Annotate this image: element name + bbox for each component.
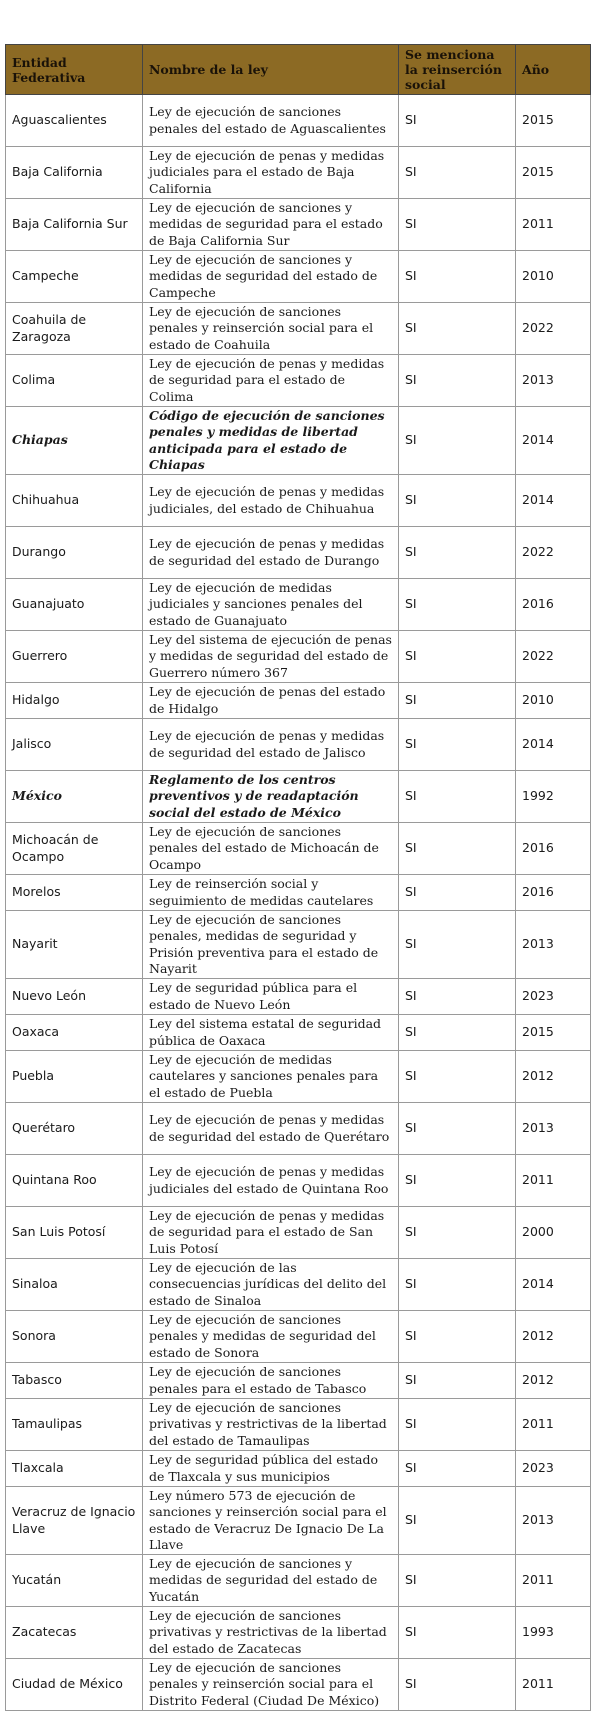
- cell-reinsercion: SI: [399, 303, 516, 355]
- cell-reinsercion: SI: [399, 1207, 516, 1259]
- cell-anio: 2010: [516, 251, 591, 303]
- cell-reinsercion: SI: [399, 771, 516, 823]
- cell-anio: 2010: [516, 683, 591, 719]
- cell-nombre-ley: Ley de ejecución de penas del estado de Hidalgo: [143, 683, 399, 719]
- cell-nombre-ley: Ley de ejecución de sanciones penales del estado de Aguascalientes: [143, 95, 399, 147]
- cell-entidad: Baja California Sur: [6, 199, 143, 251]
- table-header-row: [6, 45, 591, 95]
- cell-anio: 2012: [516, 1311, 591, 1363]
- cell-anio: 2000: [516, 1207, 591, 1259]
- cell-anio: 2014: [516, 719, 591, 771]
- cell-entidad: Puebla: [6, 1051, 143, 1103]
- cell-entidad: Zacatecas: [6, 1607, 143, 1659]
- cell-entidad: Colima: [6, 355, 143, 407]
- cell-nombre-ley: Ley de ejecución de sanciones y medidas de seguridad del estado de Yucatán: [143, 1555, 399, 1607]
- cell-anio: 2022: [516, 631, 591, 683]
- cell-entidad: San Luis Potosí: [6, 1207, 143, 1259]
- table-row: [6, 631, 591, 683]
- cell-anio: 2014: [516, 1259, 591, 1311]
- cell-reinsercion: SI: [399, 407, 516, 475]
- cell-anio: 2012: [516, 1363, 591, 1399]
- cell-nombre-ley: Ley de ejecución de sanciones penales para el estado de Tabasco: [143, 1363, 399, 1399]
- cell-anio: 2015: [516, 147, 591, 199]
- cell-reinsercion: SI: [399, 355, 516, 407]
- cell-nombre-ley: Ley de ejecución de sanciones penales del estado de Michoacán de Ocampo: [143, 823, 399, 875]
- cell-nombre-ley: Ley de ejecución de sanciones y medidas de seguridad para el estado de Baja California Sur: [143, 199, 399, 251]
- cell-reinsercion: SI: [399, 199, 516, 251]
- cell-nombre-ley: Ley de ejecución de sanciones y medidas de seguridad del estado de Campeche: [143, 251, 399, 303]
- cell-reinsercion: SI: [399, 147, 516, 199]
- cell-nombre-ley: Ley de ejecución de penas y medidas de seguridad del estado de Querétaro: [143, 1103, 399, 1155]
- header-nombre-ley: Nombre de la ley: [143, 45, 399, 95]
- table-row: [6, 683, 591, 719]
- cell-entidad: Coahuila de Zaragoza: [6, 303, 143, 355]
- table-row: [6, 1051, 591, 1103]
- cell-nombre-ley: Ley de reinserción social y seguimiento de medidas cautelares: [143, 875, 399, 911]
- cell-entidad: Nuevo León: [6, 979, 143, 1015]
- cell-nombre-ley: Ley número 573 de ejecución de sanciones y reinserción social para el estado de Veracruz De Ignacio De La Llave: [143, 1487, 399, 1555]
- cell-nombre-ley: Ley de ejecución de penas y medidas de seguridad del estado de Durango: [143, 527, 399, 579]
- cell-anio: 2011: [516, 1659, 591, 1711]
- cell-reinsercion: SI: [399, 631, 516, 683]
- cell-entidad: Yucatán: [6, 1555, 143, 1607]
- cell-reinsercion: SI: [399, 1659, 516, 1711]
- cell-entidad: Jalisco: [6, 719, 143, 771]
- cell-nombre-ley: Ley del sistema estatal de seguridad pública de Oaxaca: [143, 1015, 399, 1051]
- cell-nombre-ley: Ley de ejecución de penas y medidas de seguridad para el estado de San Luis Potosí: [143, 1207, 399, 1259]
- cell-nombre-ley: Ley de ejecución de sanciones penales, medidas de seguridad y Prisión preventiva para el estado de Nayarit: [143, 911, 399, 979]
- cell-reinsercion: SI: [399, 823, 516, 875]
- cell-anio: 2023: [516, 979, 591, 1015]
- cell-entidad: Michoacán de Ocampo: [6, 823, 143, 875]
- cell-anio: 2012: [516, 1051, 591, 1103]
- table-row: [6, 719, 591, 771]
- cell-reinsercion: SI: [399, 979, 516, 1015]
- cell-reinsercion: SI: [399, 579, 516, 631]
- cell-entidad: México: [6, 771, 143, 823]
- cell-nombre-ley: Ley de ejecución de sanciones penales y medidas de seguridad del estado de Sonora: [143, 1311, 399, 1363]
- cell-nombre-ley: Ley de ejecución de medidas judiciales y sanciones penales del estado de Guanajuato: [143, 579, 399, 631]
- table-row: [6, 95, 591, 147]
- cell-entidad: Querétaro: [6, 1103, 143, 1155]
- cell-entidad: Sonora: [6, 1311, 143, 1363]
- cell-anio: 2011: [516, 1155, 591, 1207]
- header-reinsercion: Se menciona la reinserción social: [399, 45, 516, 95]
- cell-reinsercion: SI: [399, 251, 516, 303]
- cell-entidad: Guerrero: [6, 631, 143, 683]
- cell-anio: 2011: [516, 199, 591, 251]
- cell-anio: 2013: [516, 911, 591, 979]
- cell-nombre-ley: Ley de ejecución de penas y medidas judiciales, del estado de Chihuahua: [143, 475, 399, 527]
- cell-anio: 2011: [516, 1555, 591, 1607]
- cell-reinsercion: SI: [399, 1363, 516, 1399]
- table-row: [6, 251, 591, 303]
- cell-reinsercion: SI: [399, 95, 516, 147]
- cell-entidad: Veracruz de Ignacio Llave: [6, 1487, 143, 1555]
- cell-entidad: Quintana Roo: [6, 1155, 143, 1207]
- cell-nombre-ley: Ley de ejecución de sanciones privativas y restrictivas de la libertad del estado de Tamaulipas: [143, 1399, 399, 1451]
- table-row: [6, 407, 591, 475]
- cell-entidad: Oaxaca: [6, 1015, 143, 1051]
- cell-reinsercion: SI: [399, 1607, 516, 1659]
- cell-reinsercion: SI: [399, 1051, 516, 1103]
- cell-entidad: Guanajuato: [6, 579, 143, 631]
- cell-entidad: Durango: [6, 527, 143, 579]
- cell-reinsercion: SI: [399, 1155, 516, 1207]
- cell-reinsercion: SI: [399, 911, 516, 979]
- cell-anio: 2016: [516, 875, 591, 911]
- cell-anio: 2023: [516, 1451, 591, 1487]
- cell-nombre-ley: Ley de ejecución de sanciones penales y reinserción social para el Distrito Federal (Ciudad De México): [143, 1659, 399, 1711]
- table-row: [6, 1399, 591, 1451]
- cell-reinsercion: SI: [399, 1399, 516, 1451]
- table-row: [6, 475, 591, 527]
- cell-entidad: Tlaxcala: [6, 1451, 143, 1487]
- cell-reinsercion: SI: [399, 527, 516, 579]
- table-row: [6, 1555, 591, 1607]
- table-row: [6, 1155, 591, 1207]
- header-anio: Año: [516, 45, 591, 95]
- cell-anio: 1993: [516, 1607, 591, 1659]
- table-row: [6, 1015, 591, 1051]
- cell-reinsercion: SI: [399, 1259, 516, 1311]
- cell-reinsercion: SI: [399, 1487, 516, 1555]
- cell-reinsercion: SI: [399, 475, 516, 527]
- cell-anio: 2015: [516, 95, 591, 147]
- cell-nombre-ley: Ley de ejecución de las consecuencias jurídicas del delito del estado de Sinaloa: [143, 1259, 399, 1311]
- table-row: [6, 147, 591, 199]
- table-row: [6, 1363, 591, 1399]
- cell-nombre-ley: Código de ejecución de sanciones penales y medidas de libertad anticipada para el estado de Chiapas: [143, 407, 399, 475]
- cell-nombre-ley: Ley del sistema de ejecución de penas y medidas de seguridad del estado de Guerrero número 367: [143, 631, 399, 683]
- cell-reinsercion: SI: [399, 719, 516, 771]
- cell-anio: 1992: [516, 771, 591, 823]
- cell-reinsercion: SI: [399, 1103, 516, 1155]
- cell-reinsercion: SI: [399, 1555, 516, 1607]
- cell-anio: 2011: [516, 1399, 591, 1451]
- table-row: [6, 979, 591, 1015]
- table-row: [6, 875, 591, 911]
- table-row: [6, 771, 591, 823]
- cell-entidad: Sinaloa: [6, 1259, 143, 1311]
- table-body: [6, 95, 591, 1711]
- cell-nombre-ley: Ley de ejecución de sanciones penales y reinserción social para el estado de Coahuila: [143, 303, 399, 355]
- cell-reinsercion: SI: [399, 875, 516, 911]
- table-row: [6, 579, 591, 631]
- cell-entidad: Aguascalientes: [6, 95, 143, 147]
- cell-nombre-ley: Ley de seguridad pública para el estado de Nuevo León: [143, 979, 399, 1015]
- cell-entidad: Tabasco: [6, 1363, 143, 1399]
- cell-nombre-ley: Ley de ejecución de medidas cautelares y sanciones penales para el estado de Puebla: [143, 1051, 399, 1103]
- cell-anio: 2022: [516, 527, 591, 579]
- table-row: [6, 823, 591, 875]
- cell-entidad: Campeche: [6, 251, 143, 303]
- cell-anio: 2022: [516, 303, 591, 355]
- cell-nombre-ley: Ley de ejecución de penas y medidas de seguridad del estado de Jalisco: [143, 719, 399, 771]
- table-row: [6, 355, 591, 407]
- cell-entidad: Ciudad de México: [6, 1659, 143, 1711]
- table-row: [6, 1451, 591, 1487]
- table-row: [6, 1207, 591, 1259]
- table-row: [6, 1659, 591, 1711]
- cell-nombre-ley: Ley de seguridad pública del estado de Tlaxcala y sus municipios: [143, 1451, 399, 1487]
- table-row: [6, 1259, 591, 1311]
- cell-reinsercion: SI: [399, 1015, 516, 1051]
- cell-anio: 2016: [516, 823, 591, 875]
- cell-reinsercion: SI: [399, 1311, 516, 1363]
- cell-entidad: Morelos: [6, 875, 143, 911]
- cell-nombre-ley: Ley de ejecución de penas y medidas judiciales del estado de Quintana Roo: [143, 1155, 399, 1207]
- table-row: [6, 527, 591, 579]
- cell-entidad: Hidalgo: [6, 683, 143, 719]
- cell-entidad: Tamaulipas: [6, 1399, 143, 1451]
- cell-anio: 2014: [516, 475, 591, 527]
- table-row: [6, 1487, 591, 1555]
- table-row: [6, 1103, 591, 1155]
- table-row: [6, 199, 591, 251]
- cell-anio: 2016: [516, 579, 591, 631]
- table-row: [6, 1607, 591, 1659]
- cell-nombre-ley: Reglamento de los centros preventivos y de readaptación social del estado de México: [143, 771, 399, 823]
- cell-nombre-ley: Ley de ejecución de penas y medidas de seguridad para el estado de Colima: [143, 355, 399, 407]
- cell-nombre-ley: Ley de ejecución de sanciones privativas y restrictivas de la libertad del estado de Zacatecas: [143, 1607, 399, 1659]
- cell-reinsercion: SI: [399, 683, 516, 719]
- cell-entidad: Baja California: [6, 147, 143, 199]
- cell-reinsercion: SI: [399, 1451, 516, 1487]
- table-row: [6, 303, 591, 355]
- laws-table: [5, 44, 591, 1711]
- cell-anio: 2013: [516, 355, 591, 407]
- header-entidad: Entidad Federativa: [6, 45, 143, 95]
- cell-entidad: Chihuahua: [6, 475, 143, 527]
- cell-anio: 2014: [516, 407, 591, 475]
- cell-nombre-ley: Ley de ejecución de penas y medidas judiciales para el estado de Baja California: [143, 147, 399, 199]
- cell-anio: 2013: [516, 1487, 591, 1555]
- cell-entidad: Nayarit: [6, 911, 143, 979]
- cell-entidad: Chiapas: [6, 407, 143, 475]
- cell-anio: 2015: [516, 1015, 591, 1051]
- cell-anio: 2013: [516, 1103, 591, 1155]
- table-row: [6, 911, 591, 979]
- table-row: [6, 1311, 591, 1363]
